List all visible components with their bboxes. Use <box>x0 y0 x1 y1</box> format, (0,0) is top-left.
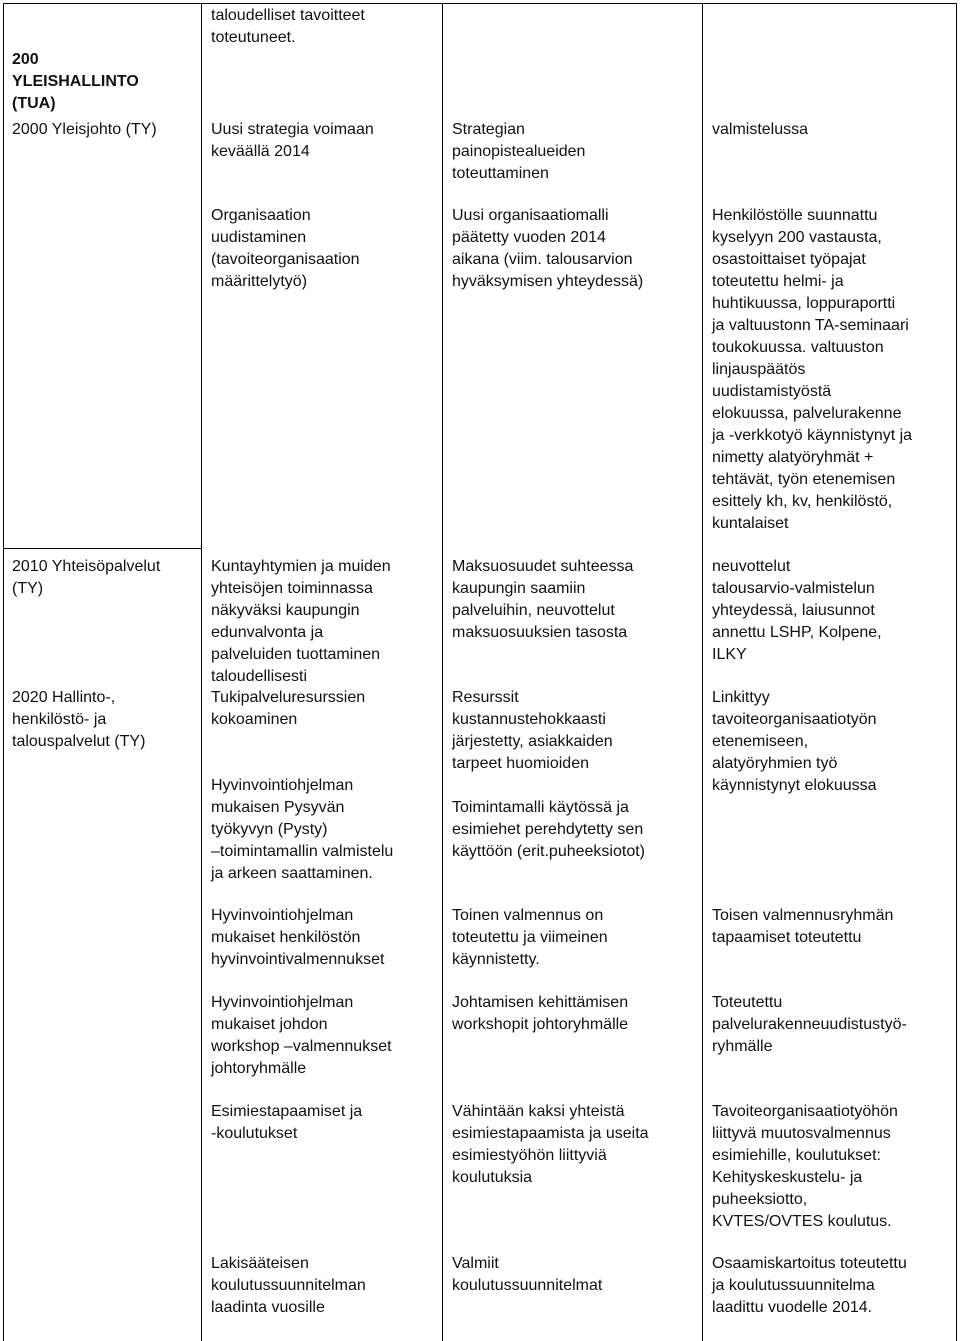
goal-cell: Uusi strategia voimaan keväällä 2014 <box>211 121 374 160</box>
measure-cell: Johtamisen kehittämisen workshopit johtoryhmälle <box>452 994 629 1033</box>
table-border-right <box>956 3 957 1341</box>
column-divider-3 <box>702 3 703 1341</box>
measure-cell: Toimintamalli käytössä ja esimiehet perehdytetty sen käyttöön (erit.puheeksiotot) <box>452 799 645 860</box>
measure-cell: Resurssit kustannustehokkaasti järjestetty, asiakkaiden tarpeet huomioiden <box>452 689 613 772</box>
measure-cell: Valmiit koulutussuunnitelmat <box>452 1255 603 1294</box>
goal-cell: Tukipalveluresurssien kokoaminen <box>211 689 366 728</box>
measure-cell: Vähintään kaksi yhteistä esimiestapaamista ja useita esimiestyöhön liittyviä koulutuksia <box>452 1103 649 1186</box>
column-divider-1 <box>201 3 202 1341</box>
status-cell: Toteutettu palvelurakenneuudistustyö- ryhmälle <box>712 994 907 1055</box>
status-cell: valmistelussa <box>712 121 809 138</box>
goal-cell: Esimiestapaamiset ja -koulutukset <box>211 1103 363 1142</box>
status-cell: Tavoiteorganisaatiotyöhön liittyvä muutosvalmennus esimiehille, koulutukset: Kehityskeskustelu- ja puheeksiotto, KVTES/OVTES koulutus. <box>712 1103 898 1230</box>
measure-cell: Toinen valmennus on toteutettu ja viimeinen käynnistetty. <box>452 907 608 968</box>
column-divider-2 <box>442 3 443 1341</box>
section-heading: 200 YLEISHALLINTO (TUA) <box>12 51 139 112</box>
goal-cell: Kuntayhtymien ja muiden yhteisöjen toiminnassa näkyväksi kaupungin edunvalvonta ja palveluiden tuottaminen taloudellisesti <box>211 558 391 685</box>
goal-cell: Lakisääteisen koulutussuunnitelman laadinta vuosille <box>211 1255 366 1316</box>
status-cell: Henkilöstölle suunnattu kyselyyn 200 vastausta, osastoittaiset työpajat toteutettu helmi- ja huhtikuussa, loppuraportti ja valtuustonn TA-seminaari toukokuussa. valtuuston linjauspäätös uudistamistyöstä elokuussa, palvelurakenne ja -verkkotyö käynnistynyt ja nimetty alatyöryhmät + tehtävät, työn etenemisen esittely kh, kv, henkilöstö, kuntalaiset <box>712 207 913 532</box>
unit-cell: 2000 Yleisjohto (TY) <box>12 121 157 138</box>
goal-cell: Organisaation uudistaminen (tavoiteorganisaation määrittelytyö) <box>211 207 360 290</box>
table-border-left <box>3 3 4 1341</box>
status-cell: Linkittyy tavoiteorganisaatiotyön etenemiseen, alatyöryhmien työ käynnistynyt elokuussa <box>712 689 877 794</box>
measure-cell: Uusi organisaatiomalli päätetty vuoden 2014 aikana (viim. talousarvion hyväksymisen yhteydessä) <box>452 207 644 290</box>
status-cell: neuvottelut talousarvio-valmistelun yhteydessä, laiusunnot annettu LSHP, Kolpene, ILKY <box>712 558 882 663</box>
goal-cell: Hyvinvointiohjelman mukaiset henkilöstön hyvinvointivalmennukset <box>211 907 385 968</box>
unit-cell: 2020 Hallinto-, henkilöstö- ja talouspalvelut (TY) <box>12 689 146 750</box>
goal-cell: Hyvinvointiohjelman mukaiset johdon workshop –valmennukset johtoryhmälle <box>211 994 392 1077</box>
measure-cell: Strategian painopistealueiden toteuttaminen <box>452 121 586 182</box>
continuation-text: taloudelliset tavoitteet toteutuneet. <box>211 7 365 46</box>
table-border-top <box>3 3 957 4</box>
measure-cell: Maksuosuudet suhteessa kaupungin saamiin palveluihin, neuvottelut maksuosuuksien tasosta <box>452 558 634 641</box>
section-divider <box>3 548 202 549</box>
status-cell: Toisen valmennusryhmän tapaamiset toteutettu <box>712 907 894 946</box>
goal-cell: Hyvinvointiohjelman mukaisen Pysyvän työkyvyn (Pysty) –toimintamallin valmistelu ja arkeen saattaminen. <box>211 777 394 882</box>
status-cell: Osaamiskartoitus toteutettu ja koulutussuunnitelma laadittu vuodelle 2014. <box>712 1255 907 1316</box>
unit-cell: 2010 Yhteisöpalvelut (TY) <box>12 558 161 597</box>
